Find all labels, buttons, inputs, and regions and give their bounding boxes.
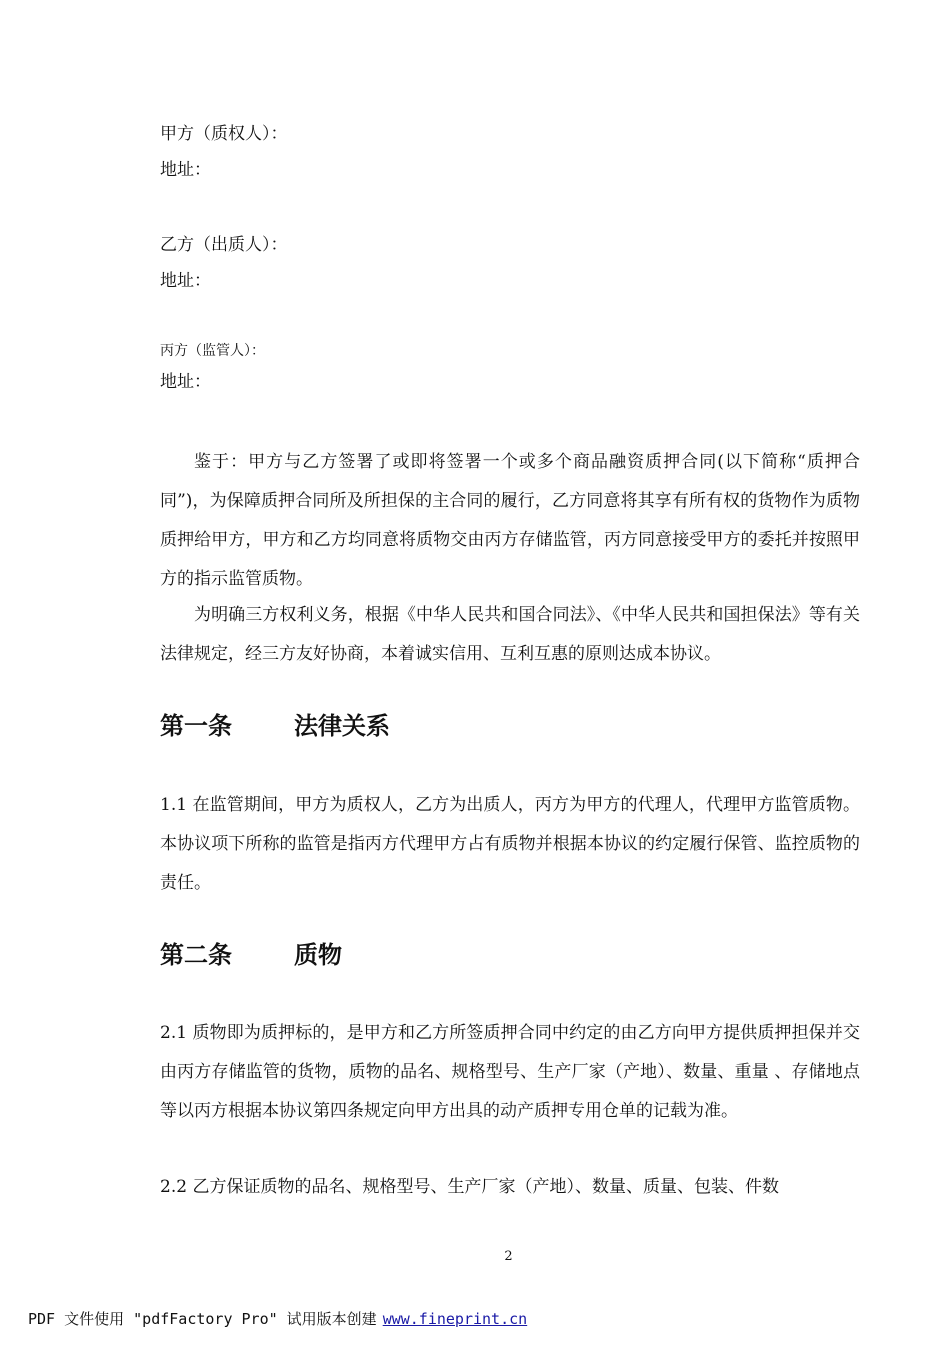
party-b-address-label: 地址： [160,271,211,291]
clause-2-2: 2.2 乙方保证质物的品名、规格型号、生产厂家（产地）、数量、质量、包装、件数 [160,1177,779,1197]
preamble-paragraph-2: 为明确三方权利义务，根据《中华人民共和国合同法》、《中华人民共和国担保法》等有关法律规定，经三方友好协商，本着诚实信用、互利互惠的原则达成本协议。 [160,605,860,664]
article-2-heading [160,940,342,970]
article-1-number: 第一条 [160,712,232,740]
footer-link[interactable]: www.fineprint.cn [382,1310,528,1328]
clause-1-1: 1.1 在监管期间，甲方为质权人，乙方为出质人，丙方为甲方的代理人，代理甲方监管质物。本协议项下所称的监管是指丙方代理甲方占有质物并根据本协议的约定履行保管、监控质物的责任。 [160,795,860,893]
clause-2-1: 2.1 质物即为质押标的，是甲方和乙方所签质押合同中约定的由乙方向甲方提供质押担保并交由丙方存储监管的货物，质物的品名、规格型号、生产厂家（产地）、数量、重量 、存储地点等以丙方根据本协议第四条规定向甲方出具的动产质押专用仓单的记载为准。 [160,1023,860,1121]
article-1-title: 法律关系 [294,712,390,740]
preamble-paragraph-1: 鉴于：甲方与乙方签署了或即将签署一个或多个商品融资质押合同(以下简称“质押合同”)，为保障质押合同所及所担保的主合同的履行，乙方同意将其享有所有权的货物作为质物质押给甲方，甲方和乙方均同意将质物交由丙方存储监管，丙方同意接受甲方的委托并按照甲方的指示监管质物。 [160,452,860,589]
party-b-label: 乙方（出质人）： [160,235,288,255]
article-2-number: 第二条 [160,941,232,969]
party-a-label: 甲方（质权人）： [160,124,288,144]
party-c-label: 丙方（监管人）： [160,343,265,359]
party-a-address-label: 地址： [160,160,211,180]
footer-text: PDF 文件使用 "pdfFactory Pro" 试用版本创建 [28,1310,377,1328]
article-2-title: 质物 [294,941,342,969]
pdf-footer [28,1308,527,1330]
article-1-heading [160,711,390,741]
party-c-address-label: 地址： [160,372,211,392]
page-number: 2 [504,1249,513,1264]
